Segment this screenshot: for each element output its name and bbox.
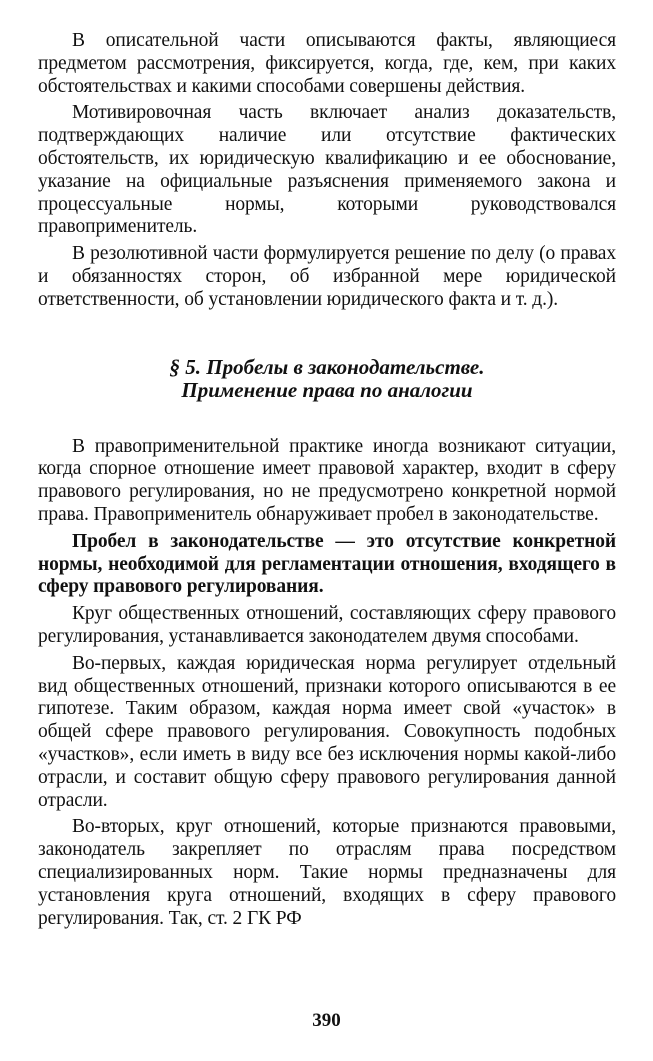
paragraph-practice-situations: В правоприменительной практике иногда возникают ситуации, когда спорное отношение имеет правовой характер, входит в сферу правового регулирования, но не предусмотрено конкретной нормой права. Правоприменитель обнаруживает пробел в законодательстве. [38, 435, 616, 525]
paragraph-motivational-part: Мотивировочная часть включает анализ доказательств, подтверждающих наличие или отсутствие фактических обстоятельств, их юридическую квалификацию и ее обоснование, указание на официальные разъяснения применяемого закона и процессуальные нормы, которыми руководствовался правоприменитель. [38, 102, 616, 238]
section-title-line2: Применение права по аналогии [181, 377, 473, 402]
paragraph-descriptive-part: В описательной части описываются факты, являющиеся предметом рассмотрения, фиксируется, когда, где, кем, при каких обстоятельствах и какими способами совершены действия. [38, 30, 616, 97]
paragraph-first-method: Во-первых, каждая юридическая норма регулирует отдельный вид общественных отношений, признаки которого описываются в ее гипотезе. Таким образом, каждая норма имеет свой «участок» в общей сфере правового регулирования. Совокупность подобных «участков», если иметь в виду все без исключения нормы какой-либо отрасли, и составит общую сферу правового регулирования данной отрасли. [38, 652, 616, 811]
paragraph-second-method: Во-вторых, круг отношений, которые признаются правовыми, законодатель закрепляет по отраслям права посредством специализированных норм. Такие нормы предназначены для установления круга отношений, входящих в сферу правового регулирования. Так, ст. 2 ГК РФ [38, 816, 616, 929]
paragraph-gap-definition: Пробел в законодательстве — это отсутствие конкретной нормы, необходимой для регламентации отношения, входящего в сферу правового регулирования. [38, 530, 616, 598]
paragraph-resolutive-part: В резолютивной части формулируется решение по делу (о правах и обязанностях сторон, об избранной мере юридической ответственности, об установлении юридического факта и т. д.). [38, 243, 616, 310]
page-body [38, 30, 616, 930]
page-number: 390 [312, 1010, 341, 1031]
paragraph-scope-of-relations: Круг общественных отношений, составляющих сферу правового регулирования, устанавливается законодателем двумя способами. [38, 603, 616, 647]
section-title-line1: § 5. Пробелы в законодательстве. [169, 354, 485, 379]
